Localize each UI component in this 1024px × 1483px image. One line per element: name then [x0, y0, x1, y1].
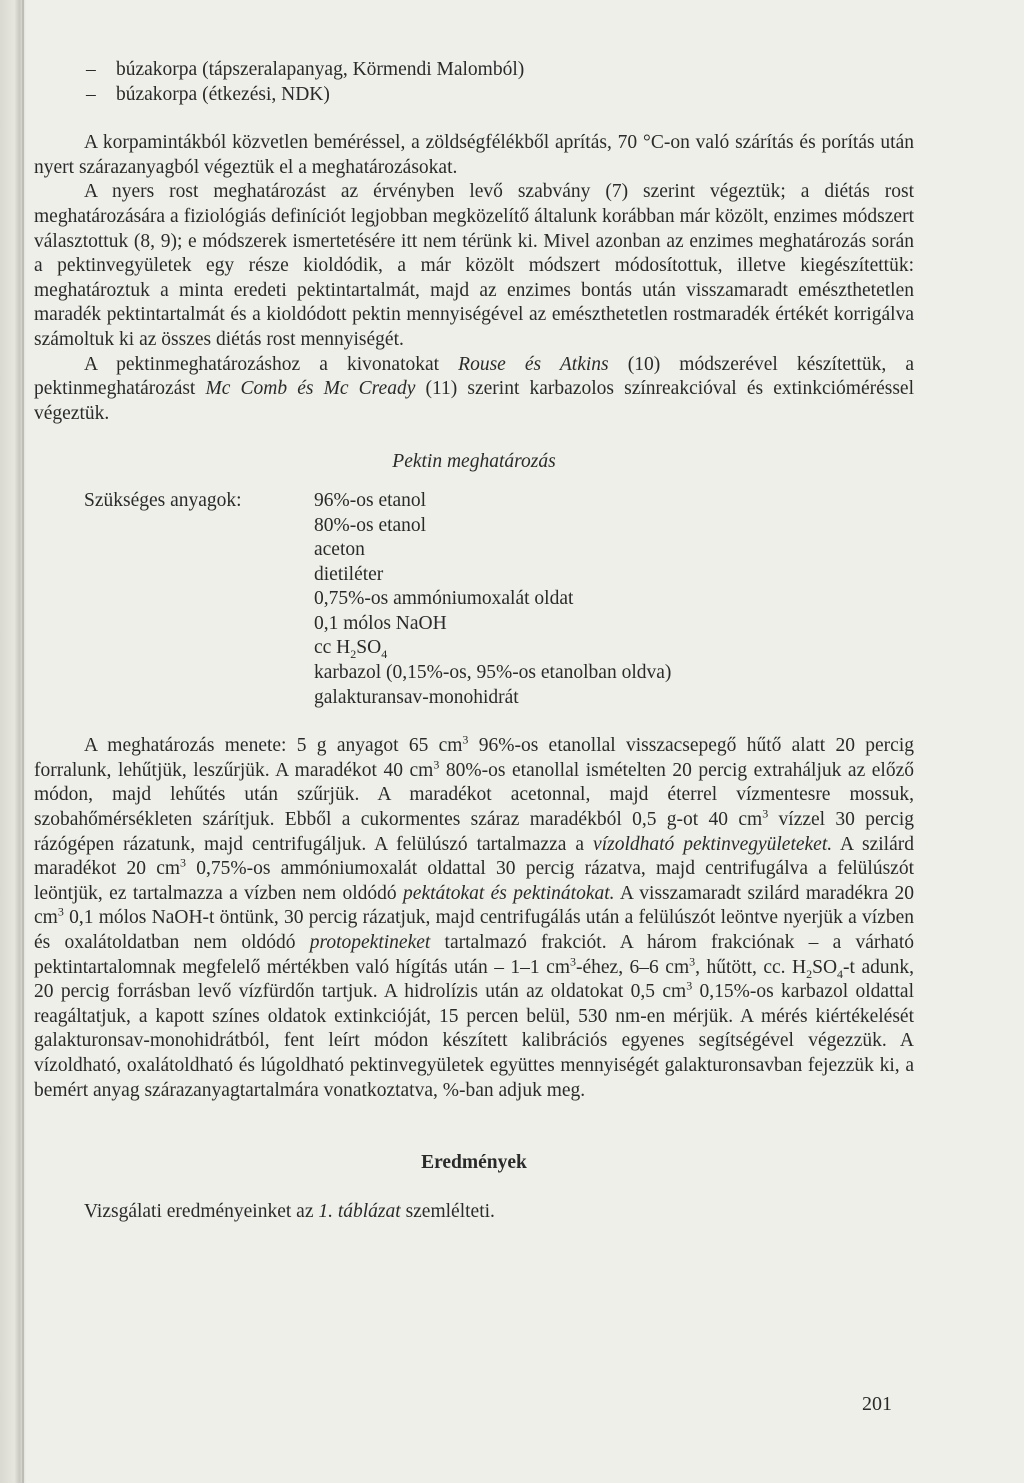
list-item: 0,75%-os ammóniumoxalát oldat	[314, 588, 574, 610]
list-item: 80%-os etanol	[314, 514, 427, 536]
list-item: cc $H_2SO_4$	[314, 637, 388, 662]
paragraph-pectin-ref: A pektinmeghatározáshoz a kivonatokat Rouse és Atkins (10) módszerével készítettük, a pektinmeghatározást Mc Comb és Mc Cready (11) szerint karbazolos színreakcióval és extinkcióméréssel végeztük.	[34, 353, 915, 424]
list-item: aceton	[314, 539, 365, 561]
list-item: dietiléter	[314, 563, 384, 585]
bullet-item: – búzakorpa (tápszeralapanyag, Körmendi Malomból)	[34, 58, 914, 83]
bullet-item: – búzakorpa (étkezési, NDK)	[34, 83, 914, 108]
bullet-dash: –	[86, 83, 96, 105]
list-item: karbazol (0,15%-os, 95%-os etanolban oldva)	[314, 662, 672, 684]
list-item: galakturansav-monohidrát	[314, 686, 519, 708]
section-title: Pektin meghatározás	[392, 451, 556, 473]
binding-line	[22, 0, 24, 1483]
materials-label: Szükséges anyagok:	[84, 489, 242, 511]
author-ref: Mc Comb és Mc Cready	[205, 378, 416, 400]
table-ref: 1. táblázat	[318, 1200, 401, 1222]
list-item: 0,1 mólos NaOH	[314, 612, 447, 634]
paragraph-procedure: A meghatározás menete: 5 g anyagot 65 $cm^3$ 96%-os etanollal visszacsepegő hűtő alatt 20 percig forralunk, lehűtjük, leszűrjük. A maradékot 40 $cm^3$ 80%-os etanollal ismételten 20 percig extraháljuk az előző módon, majd lehűtés után szűrjük. A maradékot acetonnal, majd éterrel vízmentesre mossuk, szobahőmérsékleten szárítjuk. Ebből a cukormentes száraz maradékból 0,5 g-ot 40 $cm^3$ vízzel 30 percig rázógépen rázatunk, majd centrifugáljuk. A felülúszó tartalmazza a vízoldható pektinvegyületeket. A szilárd maradékot 20 $cm^3$ 0,75%-os ammóniumoxalát oldattal 30 percig rázatva, majd centrifugálva a felülúszót leöntjük, ez tartalmazza a vízben nem oldódó pektátokat és pektinátokat. A visszamaradt szilárd maradékra 20 $cm^3$ 0,1 mólos NaOH-t öntünk, 30 percig rázatjuk, majd centrifugálás után a felülúszót leöntve nyerjük a vízben és oxalátoldatban nem oldódó protopektineket tartalmazó frakciót. A három frakciónak – a várható pektintartalomnak megfelelő mértékben való hígítás után – 1–1 $cm^3$-éhez, 6–6 $cm^3$, hűtött, cc. $H_2SO_4-t$ adunk, 20 percig forrásban levő vízfürdőn tartjuk. A hidrolízis után az oldatokat 0,5 $cm^3$ 0,15%-os karbazol oldattal reagáltatjuk, a kapott színes oldatok extinkcióját, 15 percen belül, 530 nm-en mérjük. A mérés kiértékelését galakturonsav-monohidrátból, fent leírt módon készített kalibrációs egyenes segítségével végezzük. A vízoldható, oxalátoldható és lúgoldható pektinvegyületek együttes mennyiségét galakturonsavban fejezzük ki, a bemért anyag szárazanyagtartalmára vonatkoztatva, %-ban adjuk meg.	[34, 732, 914, 1101]
materials-list	[314, 489, 914, 710]
paragraph-results: Vizsgálati eredményeinket az 1. táblázat szemlélteti.	[84, 1200, 495, 1222]
list-item: 96%-os etanol	[314, 489, 427, 511]
page-number: 201	[862, 1393, 892, 1415]
author-ref: Rouse és Atkins	[458, 353, 609, 375]
paragraph-sample-prep: A korpamintákból közvetlen beméréssel, a zöldségfélékből aprítás, 70 °C-on való szárítás és porítás után nyert szárazanyagból végeztük el a meghatározásokat.	[34, 132, 914, 178]
paragraph-fiber-method: A nyers rost meghatározást az érvényben levő szabvány (7) szerint végeztük; a diétás rost meghatározására a fiziológiás definíciót legjobban megközelítő általunk korábban már közölt, enzimes módszert választottuk (8, 9); e módszerek ismertetésére itt nem térünk ki. Mivel azonban az enzimes meghatározás során a pektinvegyületek egy része kioldódik, a már közölt módszert módosítottuk, illetve kiegészítettük: meghatároztuk a minta eredeti pektintartalmát, majd az enzimes bontás után visszamaradt emészthetetlen maradék pektintartalmát és a kioldódott pektin mennyiségével az emészthetetlen rostmaradék értékét korrigálva számoltuk ki az összes diétás rost mennyiségét.	[34, 181, 914, 350]
materials-block	[34, 489, 914, 710]
bullet-dash: –	[86, 59, 96, 80]
results-heading: Eredmények	[421, 1152, 527, 1174]
page-content	[34, 58, 914, 1224]
